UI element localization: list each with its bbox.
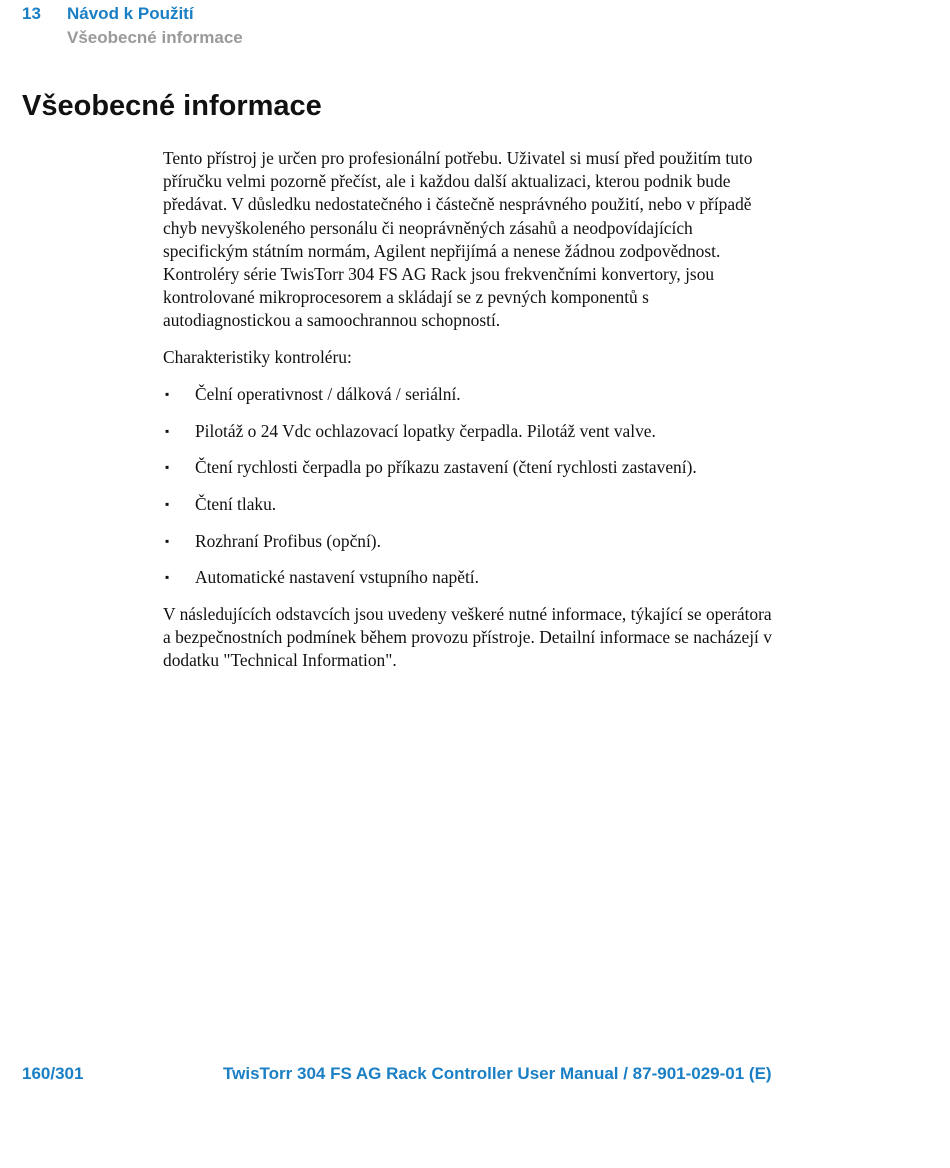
bullet-icon: ▪ (165, 460, 170, 475)
chapter-number: 13 (22, 4, 41, 23)
list-item (163, 566, 773, 589)
bullet-icon: ▪ (165, 533, 170, 548)
list-item-text: Pilotáž o 24 Vdc ochlazovací lopatky čerpadla. Pilotáž vent valve. (195, 420, 656, 441)
list-item (163, 493, 773, 516)
list-item-text: Automatické nastavení vstupního napětí. (195, 567, 479, 588)
bullet-icon: ▪ (165, 423, 170, 438)
list-item-text: Čtení tlaku. (195, 493, 277, 514)
page-number: 160/301 (22, 1064, 84, 1083)
intro-paragraph: Tento přístroj je určen pro profesionální potřebu. Uživatel si musí před použitím tuto příručku velmi pozorně přečíst, ale i každou další aktualizaci, kterou podnik bude předávat. V důsledku nedostatečného i částečně nesprávného použití, nebo v případě chyb nevyškoleného personálu či neoprávněných zásahů a neodpovídajících specifickým státním normám, Agilent nepřijímá a nenese žádnou zodpovědnost. Kontroléry série TwisTorr 304 FS AG Rack jsou frekvenčními konvertory, jsou kontrolované mikroprocesorem a skládají se z pevných komponentů s autodiagnostickou a samoochrannou schopností. (163, 148, 753, 331)
main-content (163, 147, 773, 686)
bullet-icon: ▪ (165, 570, 170, 585)
closing-paragraph: V následujících odstavcích jsou uvedeny veškeré nutné informace, týkající se operátora a bezpečnostních podmínek během provozu přístroje. Detailní informace se nacházejí v dodatku "Technical Information". (163, 604, 772, 671)
list-item (163, 420, 773, 443)
manual-title: TwisTorr 304 FS AG Rack Controller User Manual / 87-901-029-01 (E) (223, 1064, 772, 1083)
chapter-title: Návod k Použití (67, 4, 194, 23)
header-section-title: Všeobecné informace (67, 28, 243, 47)
bullet-icon: ▪ (165, 386, 170, 401)
header-chapter-row (22, 2, 243, 26)
running-header (22, 2, 243, 50)
list-item-text: Čelní operativnost / dálková / seriální. (195, 383, 461, 404)
list-item (163, 530, 773, 553)
features-heading: Charakteristiky kontroléru: (163, 347, 352, 368)
bullet-icon: ▪ (165, 496, 170, 511)
list-item-text: Rozhraní Profibus (opční). (195, 530, 381, 551)
list-item (163, 456, 773, 479)
features-list (163, 383, 773, 590)
list-item-text: Čtení rychlosti čerpadla po příkazu zastavení (čtení rychlosti zastavení). (195, 457, 697, 478)
list-item (163, 383, 773, 406)
page-title: Všeobecné informace (22, 90, 322, 122)
